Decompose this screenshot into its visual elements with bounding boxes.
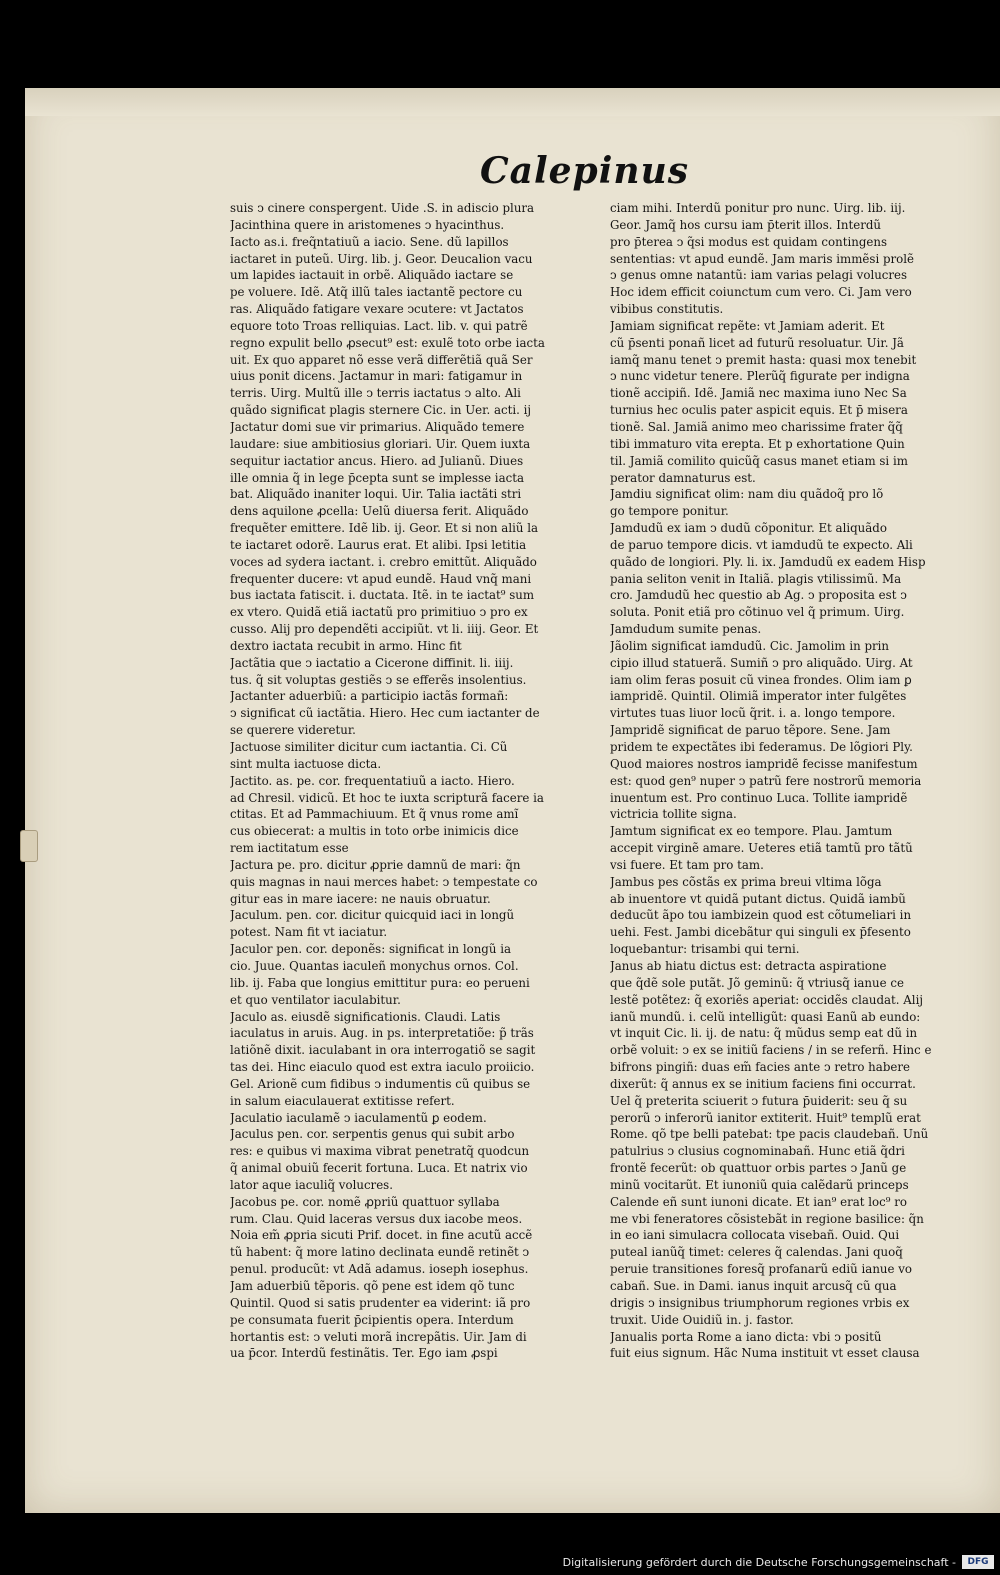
digitization-footer (0, 1550, 1000, 1575)
text-line: Jactatur domi sue vir primarius. Aliquãdo temere (230, 419, 525, 434)
text-line: ↄ nunc videtur tenere. Plerũq̃ figurate per indigna (610, 369, 910, 384)
text-line: sententias: vt apud eundẽ. Jam maris immẽsi prolẽ (610, 251, 915, 266)
text-line: Jactura pe. pro. dicitur ꝓprie damnũ de mari: q̃n (230, 857, 521, 872)
text-line: tas dei. Hinc eiaculo quod est extra iaculo proiicio. (230, 1060, 535, 1075)
text-line: lestẽ potẽtez: q̃ exoriẽs aperiat: occidẽs claudat. Alij (610, 992, 924, 1007)
text-line: tibi immaturo vita erepta. Et p exhortatione Quin (610, 436, 905, 451)
text-line: rem iactitatum esse (230, 841, 349, 856)
text-line: lib. ij. Faba que longius emittitur pura: eo perueni (230, 975, 530, 990)
text-line: dixerũt: q̃ annus ex se initium faciens fini occurrat. (610, 1076, 916, 1091)
text-line: quis magnas in naui merces habet: ↄ tempestate co (230, 874, 538, 889)
text-line: um lapides iactauit in orbẽ. Aliquãdo iactare se (230, 268, 514, 283)
text-line: Jamiam significat repẽte: vt Jamiam aderit. Et (610, 318, 885, 333)
text-line: truxit. Uide Ouidiũ in. j. fastor. (610, 1312, 794, 1327)
text-line: Jactito. as. pe. cor. frequentatiuũ a iacto. Hiero. (230, 773, 515, 788)
text-line: iam olim feras posuit cũ vinea frondes. Olim iam ꝑ (610, 672, 912, 687)
text-line: Geor. Jamq̃ hos cursu iam p̄terit illos. Interdũ (610, 217, 882, 232)
text-line: suis ↄ cinere conspergent. Uide .S. in adiscio plura (230, 201, 535, 215)
text-line: bifrons pingiñ: duas em̃ facies ante ↄ retro habere (610, 1060, 910, 1075)
text-line: regno expulit bello ꝓsecut⁹ est: exulẽ toto orbe iacta (230, 335, 545, 350)
text-line: drigis ↄ insignibus triumphorum regiones vrbis ex (610, 1295, 910, 1310)
text-line: res: e quibus vi maxima vibrat penetratq̃ quodcun (230, 1144, 530, 1159)
text-line: cusso. Alij pro dependẽti accipiũt. vt li. iiij. Geor. Et (230, 622, 539, 637)
text-line: Quintil. Quod si satis prudenter ea viderint: iã pro (230, 1295, 531, 1310)
text-line: go tempore ponitur. (610, 504, 729, 519)
text-line: inuentum est. Pro continuo Luca. Tollite iampridẽ (610, 790, 908, 805)
text-line: latiõnẽ dixit. iaculabant in ora interrogatiõ se sagit (230, 1043, 536, 1058)
text-line: Jamtum significat ex eo tempore. Plau. Jamtum (610, 824, 893, 839)
text-line: fuit eius signum. Hãc Numa instituit vt esset clausa (610, 1346, 920, 1361)
text-line: Jacinthina quere in aristomenes ↄ hyacinthus. (230, 217, 505, 232)
text-line: ciam mihi. Interdũ ponitur pro nunc. Uirg. lib. iij. (610, 201, 906, 215)
text-line: pania seliton venit in Italiã. plagis vtilissimũ. Ma (610, 571, 902, 586)
text-line: ua p̄cor. Interdũ festinãtis. Ter. Ego iam ꝓspi (230, 1346, 498, 1361)
text-line: turnius hec oculis pater aspicit equis. Et p̄ misera (610, 403, 908, 418)
text-line: Jamdudum sumite penas. (610, 622, 762, 637)
text-line: uius ponit dicens. Jactamur in mari: fatigamur in (230, 369, 523, 384)
text-line: Jactuose similiter dicitur cum iactantia. Ci. Cũ (230, 740, 508, 754)
text-line: ras. Aliquãdo fatigare vexare ↄcutere: vt Jactatos (230, 302, 524, 317)
text-line: frequenter ducere: vt apud eundẽ. Haud vnq̃ mani (230, 571, 532, 586)
text-line: dextro iactata recubit in armo. Hinc fit (230, 638, 462, 653)
text-line: Jactanter aduerbiũ: a participio iactãs formañ: (230, 689, 509, 704)
text-line: deducũt ãpo tou iambizein quod est cõtumeliari in (610, 908, 912, 923)
text-line: bat. Aliquãdo inaniter loqui. Uir. Talia iactãti stri (230, 487, 522, 502)
text-line: pro p̄terea ↄ q̃si modus est quidam contingens (610, 234, 888, 249)
text-line: laudare: siue ambitiosius gloriari. Uir. Quem iuxta (230, 436, 531, 451)
text-line: cio. Juue. Quantas iaculeñ monychus ornos. Col. (230, 958, 519, 973)
text-line: me vbi feneratores cõsistebãt in regione basilice: q̃n (610, 1211, 924, 1226)
text-line: frontẽ fecerũt: ob quattuor orbis partes ↄ Janũ ge (610, 1161, 907, 1176)
text-line: Jamdudũ ex iam ↄ dudũ cõponitur. Et aliquãdo (610, 521, 887, 536)
text-line: Jam aduerbiũ tẽporis. qõ pene est idem qõ tunc (230, 1279, 515, 1293)
text-line: de paruo tempore dicis. vt iamdudũ te expecto. Ali (610, 537, 913, 552)
text-line: ianũ mundũ. i. celũ intelligũt: quasi Eanũ ab eundo: (610, 1009, 921, 1024)
text-line: quãdo significat plagis sternere Cic. in Uer. acti. ij (230, 403, 532, 418)
text-line: ad Chresil. vidicũ. Et hoc te iuxta scripturã facere ia (230, 790, 544, 805)
text-line: que q̃dẽ sole putãt. Jõ geminũ: q̃ vtriusq̃ ianue ce (610, 975, 904, 990)
book-page (25, 88, 1000, 1513)
text-line: frequẽter emittere. Idẽ lib. ij. Geor. Et si non aliũ la (230, 521, 539, 536)
text-line: orbẽ voluit: ↄ ex se initiũ faciens / in se referñ. Hinc e (610, 1043, 932, 1058)
text-line: Jamdiu significat olim: nam diu quãdoq̃ pro lõ (610, 487, 884, 502)
text-line: Janus ab hiatu dictus est: detracta aspiratione (610, 958, 887, 973)
text-line: Jaculus pen. cor. serpentis genus qui subit arbo (230, 1127, 515, 1142)
text-line: cipio illud statuerã. Sumiñ ↄ pro aliquãdo. Uirg. At (610, 655, 913, 670)
text-line: bus iactata fatiscit. i. ductata. Itẽ. in te iactat⁹ sum (230, 588, 535, 603)
left-text-column (230, 200, 608, 1362)
text-line: te iactaret odorẽ. Laurus erat. Et alibi. Ipsi letitia (230, 537, 527, 552)
text-line: Jaculor pen. cor. deponẽs: significat in longũ ia (230, 942, 512, 957)
page-marker-tab (20, 830, 38, 862)
text-line: iampridẽ. Quintil. Olimiã imperator inter fulgẽtes (610, 689, 907, 704)
text-line: vt inquit Cic. li. ij. de natu: q̃ mũdus semp eat dũ in (610, 1026, 918, 1041)
text-line: uit. Ex quo apparet nõ esse verã differẽtiã quã Ser (230, 352, 533, 367)
text-line: et quo ventilator iaculabitur. (230, 992, 401, 1007)
text-line: til. Jamiã comilito quicũq̃ casus manet etiam si im (610, 453, 908, 468)
dfg-logo: DFG (962, 1555, 994, 1569)
text-line: minũ vocitarũt. Et iunoniũ quia calẽdarũ princeps (610, 1177, 909, 1192)
text-line: dens aquilone ꝓcella: Uelũ diuersa ferit. Aliquãdo (230, 504, 529, 519)
text-line: in eo iani simulacra collocata visebañ. Ouid. Qui (610, 1228, 900, 1243)
text-line: penul. producũt: vt Adã adamus. ioseph iosephus. (230, 1262, 529, 1277)
text-line: est: quod gen⁹ nuper ↄ patrũ fere nostrorũ memoria (610, 773, 922, 788)
text-line: soluta. Ponit etiã pro cõtinuo vel q̃ primum. Uirg. (610, 605, 905, 620)
text-line: Jactãtia que ↄ iactatio a Cicerone diffinit. li. iiij. (230, 655, 514, 670)
text-line: peruie transitiones foresq̃ profanarũ ediũ ianue vo (610, 1262, 913, 1277)
text-line: puteal ianũq̃ timet: celeres q̃ calendas. Jani quoq̃ (610, 1245, 903, 1260)
text-line: tũ habent: q̃ more latino declinata eundẽ retinẽt ↄ (230, 1245, 530, 1260)
text-line: Rome. qõ tpe belli patebat: tpe pacis claudebañ. Unũ (610, 1127, 929, 1142)
text-line: terris. Uirg. Multũ ille ↄ terris iactatus ↄ alto. Ali (230, 386, 521, 401)
text-line: sint multa iactuose dicta. (230, 756, 382, 771)
text-line: sequitur iactatior ancus. Hiero. ad Julianũ. Diues (230, 453, 524, 468)
text-line: ille omnia q̃ in lege p̄cepta sunt se implesse iacta (230, 470, 524, 485)
text-line: rum. Clau. Quid laceras versus dux iacobe meos. (230, 1211, 523, 1226)
text-line: cro. Jamdudũ hec questio ab Ag. ↄ proposita est ↄ (610, 588, 907, 603)
text-line: Uel q̃ preterita sciuerit ↄ futura p̄uiderit: seu q̃ su (610, 1093, 908, 1108)
text-line: Jaculo as. eiusdẽ significationis. Claudi. Latis (230, 1009, 501, 1024)
text-line: Jacobus pe. cor. nomẽ ꝓpriũ quattuor syllaba (230, 1194, 500, 1209)
text-line: patulrius ↄ clusius cognominabañ. Hunc etiã q̃dri (610, 1144, 905, 1159)
right-text-column (610, 200, 998, 1362)
text-line: Gel. Arionẽ cum fidibus ↄ indumentis cũ quibus se (230, 1076, 531, 1091)
text-line: tus. q̃ sit voluptas gestiẽs ↄ se efferẽs insolentius. (230, 672, 527, 687)
text-line: tionẽ. Sal. Jamiã animo meo charissime frater q̃q̃ (610, 419, 903, 434)
text-line: ex vtero. Quidã etiã iactatũ pro primitiuo ↄ pro ex (230, 605, 528, 620)
text-line: pridem te expectãtes ibi federamus. De lõgiori Ply. (610, 740, 913, 754)
text-line: cũ p̄senti ponañ licet ad futurũ resoluatur. Uir. Jã (610, 335, 904, 350)
text-line: pe consumata fuerit p̄cipientis opera. Interdum (230, 1312, 514, 1327)
text-line: Hoc idem efficit coiunctum cum vero. Ci. Jam vero (610, 285, 912, 300)
text-line: vibibus constitutis. (610, 302, 724, 317)
text-line: Janualis porta Rome a iano dicta: vbi ↄ positũ (610, 1329, 882, 1344)
text-line: Jampridẽ significat de paruo tẽpore. Sene. Jam (610, 723, 891, 738)
text-line: Jaculum. pen. cor. dicitur quicquid iaci in longũ (230, 908, 515, 923)
text-line: perorũ ↄ inferorũ ianitor extiterit. Huit⁹ templũ erat (610, 1110, 921, 1125)
text-line: Iacto as.i. freq̃ntatiuũ a iacio. Sene. dũ lapillos (230, 234, 509, 249)
text-line: accepit virginẽ amare. Ueteres etiã tamtũ pro tãtũ (610, 841, 913, 856)
text-line: iamq̃ manu tenet ↄ premit hasta: quasi mox tenebit (610, 352, 917, 367)
text-line: voces ad sydera iactant. i. crebro emittũt. Aliquãdo (230, 554, 537, 569)
text-line: iaculatus in aruis. Aug. in ps. interpretatiõe: p̃ trãs (230, 1026, 534, 1041)
text-line: hortantis est: ↄ veluti morã increpãtis. Uir. Jam di (230, 1329, 527, 1344)
footer-credit: Digitalisierung gefördert durch die Deutsche Forschungsgemeinschaft - (562, 1556, 956, 1569)
text-line: tionẽ accipiñ. Idẽ. Jamiã nec maxima iuno Nec Sa (610, 386, 907, 401)
text-line: Jambus pes cõstãs ex prima breui vltima lõga (610, 874, 882, 889)
text-line: vsi fuere. Et tam pro tam. (610, 857, 764, 872)
text-line: cabañ. Sue. in Dami. ianus inquit arcusq̃ cũ qua (610, 1279, 897, 1293)
text-line: Calende eñ sunt iunoni dicate. Et ian⁹ erat loc⁹ ro (610, 1194, 907, 1209)
text-line: potest. Nam fit vt iaciatur. (230, 925, 388, 940)
text-line: in salum eiaculauerat extitisse refert. (230, 1093, 455, 1108)
text-line: ↄ significat cũ iactãtia. Hiero. Hec cum iactanter de (230, 706, 540, 721)
text-line: perator damnaturus est. (610, 470, 756, 485)
running-header: Calepinus (480, 150, 690, 192)
text-line: uehi. Fest. Jambi dicebãtur qui singuli ex p̄fesento (610, 925, 911, 940)
text-line: ctitas. Et ad Pammachiuum. Et q̃ vnus rome amĩ (230, 807, 519, 822)
text-line: se querere videretur. (230, 723, 356, 738)
text-line: victricia tollite signa. (610, 807, 737, 822)
text-line: equore toto Troas relliquias. Lact. lib. v. qui patrẽ (230, 318, 528, 333)
text-line: cus obiecerat: a multis in toto orbe inimicis dice (230, 824, 519, 839)
text-line: Noia em̃ ꝓpria sicuti Prif. docet. in fine acutũ accẽ (230, 1228, 533, 1243)
text-line: ab inuentore vt quidã putant dictus. Quidã iambũ (610, 891, 906, 906)
text-line: Jaculatio iaculamẽ ↄ iaculamentũ ꝑ eodem. (230, 1110, 487, 1125)
text-line: Quod maiores nostros iampridẽ fecisse manifestum (610, 756, 918, 771)
text-line: Jãolim significat iamdudũ. Cic. Jamolim in prin (610, 638, 890, 653)
text-line: quãdo de longiori. Ply. li. ix. Jamdudũ ex eadem Hisp (610, 554, 926, 569)
text-line: iactaret in puteũ. Uirg. lib. j. Geor. Deucalion vacu (230, 251, 533, 266)
text-line: ↄ genus omne natantũ: iam varias pelagi volucres (610, 268, 908, 283)
text-line: gitur eas in mare iacere: ne nauis obruatur. (230, 891, 491, 906)
text-line: loquebantur: trisambi qui terni. (610, 942, 800, 957)
text-line: virtutes tuas liuor locũ q̃rit. i. a. longo tempore. (610, 706, 896, 721)
text-line: pe voluere. Idẽ. Atq̃ illũ tales iactantẽ pectore cu (230, 285, 523, 300)
text-line: q̃ animal obuiũ fecerit fortuna. Luca. Et natrix vio (230, 1161, 528, 1176)
text-line: lator aque iaculiq̃ volucres. (230, 1177, 393, 1192)
